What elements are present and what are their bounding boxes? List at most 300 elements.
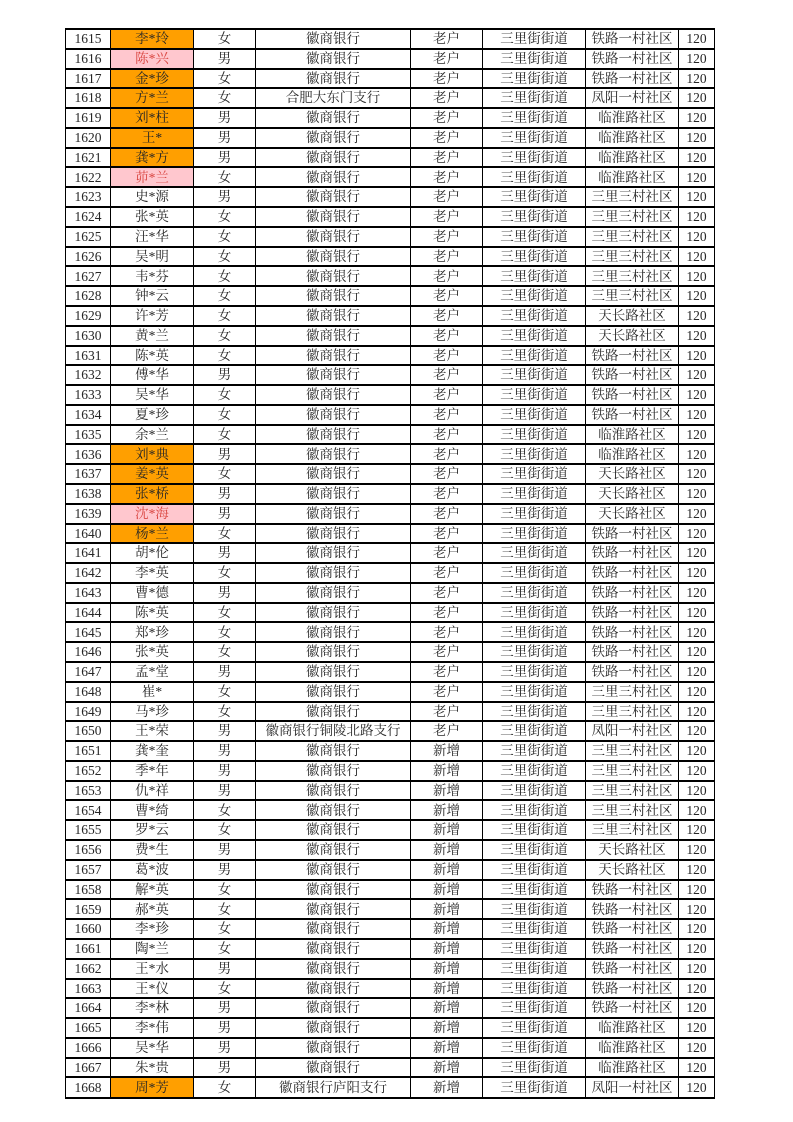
amount-cell: 120 [679, 247, 715, 267]
gender-cell: 女 [194, 405, 256, 425]
bank-cell: 徽商银行 [256, 603, 411, 623]
status-cell: 老户 [411, 563, 483, 583]
serial-cell: 1638 [66, 484, 111, 504]
amount-cell: 120 [679, 1077, 715, 1098]
name-cell: 曹*绮 [111, 800, 194, 820]
community-cell: 铁路一村社区 [586, 69, 679, 89]
community-cell: 铁路一村社区 [586, 959, 679, 979]
status-cell: 老户 [411, 148, 483, 168]
community-cell: 临淮路社区 [586, 148, 679, 168]
status-cell: 老户 [411, 108, 483, 128]
status-cell: 新增 [411, 1077, 483, 1098]
community-cell: 三里三村社区 [586, 702, 679, 722]
status-cell: 老户 [411, 385, 483, 405]
street-cell: 三里街街道 [483, 583, 586, 603]
serial-cell: 1664 [66, 998, 111, 1018]
status-cell: 新增 [411, 781, 483, 801]
gender-cell: 女 [194, 69, 256, 89]
community-cell: 临淮路社区 [586, 1038, 679, 1058]
name-cell: 钟*云 [111, 286, 194, 306]
amount-cell: 120 [679, 88, 715, 108]
community-cell: 铁路一村社区 [586, 583, 679, 603]
bank-cell: 徽商银行庐阳支行 [256, 1077, 411, 1098]
amount-cell: 120 [679, 326, 715, 346]
gender-cell: 女 [194, 306, 256, 326]
table-row [66, 761, 715, 781]
serial-cell: 1620 [66, 128, 111, 148]
name-cell: 龚*方 [111, 148, 194, 168]
status-cell: 新增 [411, 880, 483, 900]
street-cell: 三里街街道 [483, 880, 586, 900]
serial-cell: 1653 [66, 781, 111, 801]
serial-cell: 1660 [66, 919, 111, 939]
gender-cell: 女 [194, 88, 256, 108]
community-cell: 天长路社区 [586, 306, 679, 326]
community-cell: 天长路社区 [586, 464, 679, 484]
amount-cell: 120 [679, 543, 715, 563]
gender-cell: 男 [194, 504, 256, 524]
name-cell: 汪*华 [111, 227, 194, 247]
status-cell: 老户 [411, 583, 483, 603]
name-cell: 方*兰 [111, 88, 194, 108]
serial-cell: 1657 [66, 860, 111, 880]
bank-cell: 徽商银行 [256, 29, 411, 49]
amount-cell: 120 [679, 504, 715, 524]
street-cell: 三里街街道 [483, 761, 586, 781]
bank-cell: 徽商银行 [256, 563, 411, 583]
street-cell: 三里街街道 [483, 128, 586, 148]
community-cell: 临淮路社区 [586, 1018, 679, 1038]
street-cell: 三里街街道 [483, 88, 586, 108]
status-cell: 老户 [411, 543, 483, 563]
table-row [66, 405, 715, 425]
name-cell: 史*源 [111, 187, 194, 207]
community-cell: 铁路一村社区 [586, 543, 679, 563]
name-cell: 朱*贵 [111, 1058, 194, 1078]
table-row [66, 365, 715, 385]
serial-cell: 1643 [66, 583, 111, 603]
community-cell: 铁路一村社区 [586, 29, 679, 49]
table-row [66, 286, 715, 306]
community-cell: 凤阳一村社区 [586, 1077, 679, 1098]
serial-cell: 1624 [66, 207, 111, 227]
street-cell: 三里街街道 [483, 979, 586, 999]
serial-cell: 1637 [66, 464, 111, 484]
table-row [66, 148, 715, 168]
community-cell: 天长路社区 [586, 484, 679, 504]
bank-cell: 徽商银行 [256, 444, 411, 464]
table-row [66, 642, 715, 662]
status-cell: 老户 [411, 622, 483, 642]
gender-cell: 女 [194, 286, 256, 306]
community-cell: 三里三村社区 [586, 266, 679, 286]
gender-cell: 男 [194, 187, 256, 207]
table-row [66, 1018, 715, 1038]
community-cell: 临淮路社区 [586, 425, 679, 445]
serial-cell: 1635 [66, 425, 111, 445]
street-cell: 三里街街道 [483, 405, 586, 425]
name-cell: 陈*英 [111, 346, 194, 366]
bank-cell: 徽商银行 [256, 543, 411, 563]
table-row [66, 504, 715, 524]
street-cell: 三里街街道 [483, 504, 586, 524]
gender-cell: 男 [194, 1018, 256, 1038]
gender-cell: 男 [194, 49, 256, 69]
bank-cell: 徽商银行 [256, 583, 411, 603]
serial-cell: 1655 [66, 820, 111, 840]
street-cell: 三里街街道 [483, 741, 586, 761]
table-row [66, 326, 715, 346]
name-cell: 吴*华 [111, 1038, 194, 1058]
name-cell: 黄*兰 [111, 326, 194, 346]
gender-cell: 女 [194, 29, 256, 49]
serial-cell: 1640 [66, 524, 111, 544]
bank-cell: 徽商银行 [256, 840, 411, 860]
table-row [66, 880, 715, 900]
gender-cell: 女 [194, 425, 256, 445]
community-cell: 三里三村社区 [586, 682, 679, 702]
community-cell: 铁路一村社区 [586, 524, 679, 544]
name-cell: 李*玲 [111, 29, 194, 49]
name-cell: 仇*祥 [111, 781, 194, 801]
serial-cell: 1616 [66, 49, 111, 69]
bank-cell: 徽商银行 [256, 187, 411, 207]
community-cell: 铁路一村社区 [586, 563, 679, 583]
amount-cell: 120 [679, 939, 715, 959]
status-cell: 老户 [411, 702, 483, 722]
gender-cell: 女 [194, 642, 256, 662]
amount-cell: 120 [679, 484, 715, 504]
street-cell: 三里街街道 [483, 682, 586, 702]
table-row [66, 800, 715, 820]
amount-cell: 120 [679, 642, 715, 662]
gender-cell: 男 [194, 761, 256, 781]
gender-cell: 男 [194, 1058, 256, 1078]
serial-cell: 1626 [66, 247, 111, 267]
table-row [66, 29, 715, 49]
gender-cell: 女 [194, 622, 256, 642]
street-cell: 三里街街道 [483, 29, 586, 49]
name-cell: 刘*柱 [111, 108, 194, 128]
name-cell: 姜*英 [111, 464, 194, 484]
status-cell: 新增 [411, 959, 483, 979]
serial-cell: 1619 [66, 108, 111, 128]
serial-cell: 1654 [66, 800, 111, 820]
name-cell: 沈*海 [111, 504, 194, 524]
status-cell: 老户 [411, 29, 483, 49]
street-cell: 三里街街道 [483, 543, 586, 563]
amount-cell: 120 [679, 128, 715, 148]
community-cell: 临淮路社区 [586, 128, 679, 148]
street-cell: 三里街街道 [483, 1018, 586, 1038]
community-cell: 临淮路社区 [586, 1058, 679, 1078]
street-cell: 三里街街道 [483, 781, 586, 801]
amount-cell: 120 [679, 761, 715, 781]
table-row [66, 69, 715, 89]
bank-cell: 徽商银行 [256, 484, 411, 504]
street-cell: 三里街街道 [483, 800, 586, 820]
bank-cell: 徽商银行 [256, 899, 411, 919]
street-cell: 三里街街道 [483, 702, 586, 722]
gender-cell: 女 [194, 919, 256, 939]
bank-cell: 徽商银行 [256, 108, 411, 128]
name-cell: 李*英 [111, 563, 194, 583]
street-cell: 三里街街道 [483, 998, 586, 1018]
street-cell: 三里街街道 [483, 1077, 586, 1098]
bank-cell: 徽商银行 [256, 622, 411, 642]
gender-cell: 女 [194, 167, 256, 187]
community-cell: 铁路一村社区 [586, 998, 679, 1018]
status-cell: 新增 [411, 919, 483, 939]
table-row [66, 860, 715, 880]
amount-cell: 120 [679, 425, 715, 445]
serial-cell: 1641 [66, 543, 111, 563]
amount-cell: 120 [679, 405, 715, 425]
serial-cell: 1665 [66, 1018, 111, 1038]
table-row [66, 603, 715, 623]
table-row [66, 484, 715, 504]
status-cell: 新增 [411, 800, 483, 820]
table-row [66, 662, 715, 682]
community-cell: 临淮路社区 [586, 108, 679, 128]
street-cell: 三里街街道 [483, 187, 586, 207]
name-cell: 龚*奎 [111, 741, 194, 761]
street-cell: 三里街街道 [483, 227, 586, 247]
table-row [66, 49, 715, 69]
amount-cell: 120 [679, 266, 715, 286]
name-cell: 葛*波 [111, 860, 194, 880]
status-cell: 老户 [411, 69, 483, 89]
serial-cell: 1645 [66, 622, 111, 642]
serial-cell: 1630 [66, 326, 111, 346]
gender-cell: 女 [194, 603, 256, 623]
community-cell: 铁路一村社区 [586, 365, 679, 385]
street-cell: 三里街街道 [483, 167, 586, 187]
serial-cell: 1623 [66, 187, 111, 207]
serial-cell: 1631 [66, 346, 111, 366]
status-cell: 老户 [411, 207, 483, 227]
table-row [66, 563, 715, 583]
name-cell: 张*桥 [111, 484, 194, 504]
community-cell: 铁路一村社区 [586, 939, 679, 959]
bank-cell: 徽商银行 [256, 1018, 411, 1038]
street-cell: 三里街街道 [483, 286, 586, 306]
status-cell: 老户 [411, 128, 483, 148]
status-cell: 新增 [411, 979, 483, 999]
gender-cell: 女 [194, 702, 256, 722]
amount-cell: 120 [679, 998, 715, 1018]
amount-cell: 120 [679, 167, 715, 187]
street-cell: 三里街街道 [483, 622, 586, 642]
name-cell: 解*英 [111, 880, 194, 900]
bank-cell: 徽商银行 [256, 998, 411, 1018]
table-row [66, 899, 715, 919]
gender-cell: 女 [194, 266, 256, 286]
community-cell: 三里三村社区 [586, 741, 679, 761]
name-cell: 张*英 [111, 207, 194, 227]
amount-cell: 120 [679, 979, 715, 999]
name-cell: 胡*伦 [111, 543, 194, 563]
bank-cell: 徽商银行 [256, 425, 411, 445]
name-cell: 周*芳 [111, 1077, 194, 1098]
community-cell: 铁路一村社区 [586, 385, 679, 405]
amount-cell: 120 [679, 1058, 715, 1078]
status-cell: 新增 [411, 1058, 483, 1078]
table-row [66, 346, 715, 366]
street-cell: 三里街街道 [483, 820, 586, 840]
serial-cell: 1663 [66, 979, 111, 999]
table-row [66, 543, 715, 563]
status-cell: 老户 [411, 247, 483, 267]
name-cell: 许*芳 [111, 306, 194, 326]
name-cell: 陈*英 [111, 603, 194, 623]
serial-cell: 1639 [66, 504, 111, 524]
serial-cell: 1658 [66, 880, 111, 900]
status-cell: 老户 [411, 306, 483, 326]
bank-cell: 徽商银行 [256, 781, 411, 801]
community-cell: 三里三村社区 [586, 207, 679, 227]
amount-cell: 120 [679, 385, 715, 405]
street-cell: 三里街街道 [483, 148, 586, 168]
community-cell: 三里三村社区 [586, 820, 679, 840]
bank-cell: 徽商银行 [256, 128, 411, 148]
status-cell: 新增 [411, 820, 483, 840]
table-row [66, 464, 715, 484]
street-cell: 三里街街道 [483, 1058, 586, 1078]
street-cell: 三里街街道 [483, 603, 586, 623]
serial-cell: 1625 [66, 227, 111, 247]
amount-cell: 120 [679, 959, 715, 979]
amount-cell: 120 [679, 741, 715, 761]
beneficiary-table [65, 28, 715, 1099]
table-row [66, 979, 715, 999]
gender-cell: 女 [194, 385, 256, 405]
street-cell: 三里街街道 [483, 385, 586, 405]
amount-cell: 120 [679, 524, 715, 544]
gender-cell: 女 [194, 563, 256, 583]
bank-cell: 徽商银行 [256, 741, 411, 761]
bank-cell: 徽商银行 [256, 385, 411, 405]
bank-cell: 徽商银行 [256, 939, 411, 959]
name-cell: 韦*芬 [111, 266, 194, 286]
table-row [66, 781, 715, 801]
amount-cell: 120 [679, 346, 715, 366]
amount-cell: 120 [679, 800, 715, 820]
street-cell: 三里街街道 [483, 563, 586, 583]
street-cell: 三里街街道 [483, 266, 586, 286]
bank-cell: 徽商银行铜陵北路支行 [256, 721, 411, 741]
gender-cell: 女 [194, 464, 256, 484]
table-row [66, 207, 715, 227]
gender-cell: 男 [194, 998, 256, 1018]
name-cell: 余*兰 [111, 425, 194, 445]
amount-cell: 120 [679, 781, 715, 801]
table-row [66, 919, 715, 939]
gender-cell: 女 [194, 1077, 256, 1098]
amount-cell: 120 [679, 721, 715, 741]
bank-cell: 徽商银行 [256, 820, 411, 840]
status-cell: 老户 [411, 524, 483, 544]
community-cell: 天长路社区 [586, 860, 679, 880]
name-cell: 季*年 [111, 761, 194, 781]
name-cell: 陶*兰 [111, 939, 194, 959]
street-cell: 三里街街道 [483, 840, 586, 860]
serial-cell: 1661 [66, 939, 111, 959]
community-cell: 天长路社区 [586, 840, 679, 860]
serial-cell: 1652 [66, 761, 111, 781]
table-row [66, 266, 715, 286]
table-row [66, 939, 715, 959]
amount-cell: 120 [679, 919, 715, 939]
gender-cell: 女 [194, 207, 256, 227]
serial-cell: 1650 [66, 721, 111, 741]
community-cell: 三里三村社区 [586, 800, 679, 820]
street-cell: 三里街街道 [483, 642, 586, 662]
street-cell: 三里街街道 [483, 939, 586, 959]
street-cell: 三里街街道 [483, 108, 586, 128]
bank-cell: 合肥大东门支行 [256, 88, 411, 108]
gender-cell: 男 [194, 444, 256, 464]
name-cell: 郝*英 [111, 899, 194, 919]
community-cell: 临淮路社区 [586, 444, 679, 464]
amount-cell: 120 [679, 306, 715, 326]
table-row [66, 820, 715, 840]
serial-cell: 1633 [66, 385, 111, 405]
street-cell: 三里街街道 [483, 306, 586, 326]
serial-cell: 1666 [66, 1038, 111, 1058]
serial-cell: 1634 [66, 405, 111, 425]
amount-cell: 120 [679, 286, 715, 306]
gender-cell: 男 [194, 721, 256, 741]
amount-cell: 120 [679, 840, 715, 860]
bank-cell: 徽商银行 [256, 346, 411, 366]
community-cell: 凤阳一村社区 [586, 88, 679, 108]
table-row [66, 622, 715, 642]
street-cell: 三里街街道 [483, 524, 586, 544]
serial-cell: 1659 [66, 899, 111, 919]
gender-cell: 女 [194, 820, 256, 840]
serial-cell: 1656 [66, 840, 111, 860]
street-cell: 三里街街道 [483, 425, 586, 445]
bank-cell: 徽商银行 [256, 662, 411, 682]
gender-cell: 男 [194, 840, 256, 860]
serial-cell: 1649 [66, 702, 111, 722]
gender-cell: 女 [194, 939, 256, 959]
serial-cell: 1647 [66, 662, 111, 682]
name-cell: 马*珍 [111, 702, 194, 722]
street-cell: 三里街街道 [483, 326, 586, 346]
name-cell: 费*生 [111, 840, 194, 860]
name-cell: 金*珍 [111, 69, 194, 89]
bank-cell: 徽商银行 [256, 761, 411, 781]
bank-cell: 徽商银行 [256, 800, 411, 820]
street-cell: 三里街街道 [483, 464, 586, 484]
name-cell: 罗*云 [111, 820, 194, 840]
table-row [66, 721, 715, 741]
name-cell: 傅*华 [111, 365, 194, 385]
bank-cell: 徽商银行 [256, 306, 411, 326]
bank-cell: 徽商银行 [256, 979, 411, 999]
amount-cell: 120 [679, 69, 715, 89]
street-cell: 三里街街道 [483, 247, 586, 267]
bank-cell: 徽商银行 [256, 207, 411, 227]
table-row [66, 524, 715, 544]
bank-cell: 徽商银行 [256, 702, 411, 722]
name-cell: 杨*兰 [111, 524, 194, 544]
status-cell: 老户 [411, 425, 483, 445]
bank-cell: 徽商银行 [256, 247, 411, 267]
name-cell: 王*仪 [111, 979, 194, 999]
